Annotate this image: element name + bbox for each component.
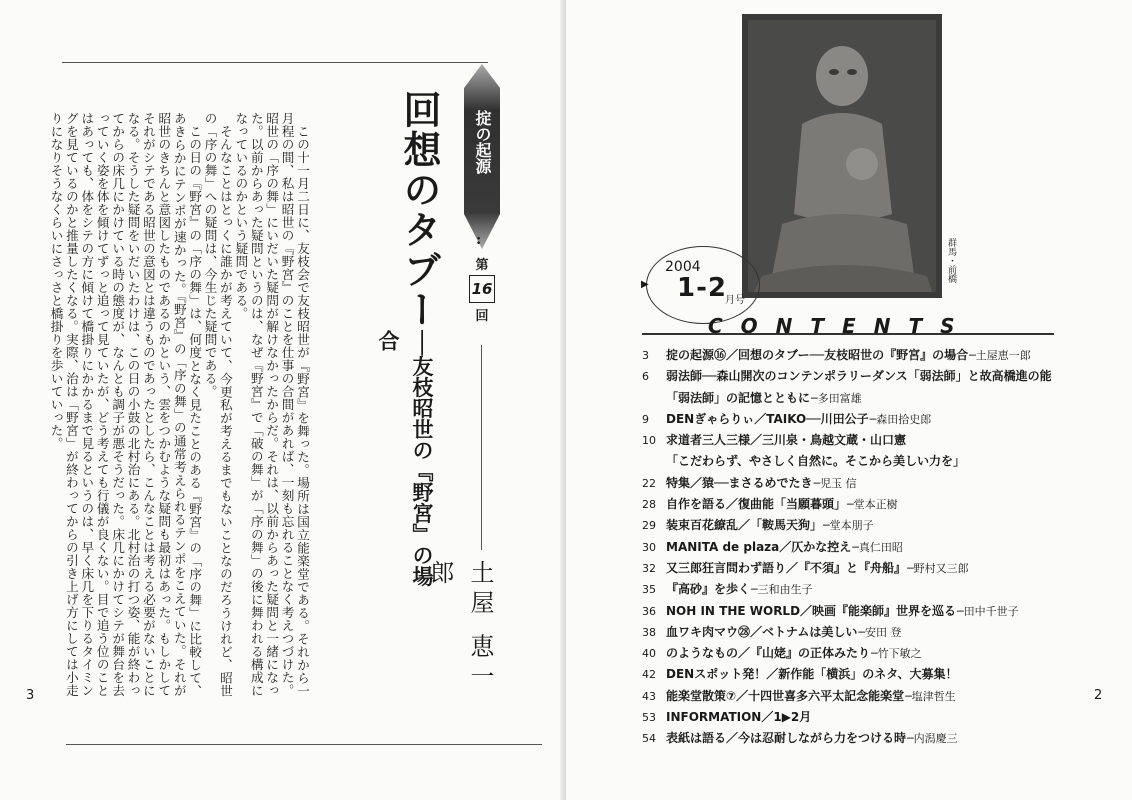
toc-entry[interactable] <box>642 580 1072 601</box>
table-of-contents <box>642 346 1072 751</box>
toc-author: ─安田 登 <box>858 625 902 639</box>
toc-entry[interactable] <box>642 708 1072 729</box>
toc-entry[interactable] <box>642 346 1072 367</box>
toc-entry[interactable] <box>642 516 1072 537</box>
toc-title: 「弱法師」の記憶とともに <box>666 390 811 405</box>
toc-page-number: 28 <box>642 498 656 512</box>
toc-entry[interactable] <box>642 623 1072 644</box>
toc-author: ─三和由生子 <box>751 583 813 597</box>
article-body <box>48 112 310 697</box>
paragraph-1: この十一月二日に、友枝会で友枝昭世が『野宮』を舞った。場所は国立能楽堂である。それから一月程の間、私は昭世の『野宮』のことを仕事の合間があれば、一刻も忘れることなく考えつづけた。昭世の「序の舞」にいだいた疑問が解けなかったからだ。それは、以前からあった疑問と一緒になった。以前からあった疑問というのは、なぜ『野宮』で「破の舞」が「序の舞」の後に舞われる構成になっているのかという疑問である。 <box>233 112 310 697</box>
toc-entry[interactable] <box>642 602 1072 623</box>
toc-entry[interactable] <box>642 665 1072 686</box>
issue-month-suffix: 月号 <box>725 295 745 306</box>
toc-title: 表紙は語る／今は忍耐しながら力をつける時 <box>666 731 907 746</box>
toc-title: 又三郎狂言問わず語り／『不須』と『舟船』 <box>666 560 907 575</box>
toc-author: ─児玉 信 <box>813 476 857 490</box>
toc-author: ─野村又三郎 <box>907 561 969 575</box>
issue-date-badge <box>641 246 760 324</box>
toc-title: 特集／猿──まさるめでたき <box>666 475 813 490</box>
toc-title: 能楽堂散策⑦／十四世喜多六平太記念能楽堂 <box>666 688 905 703</box>
episode-prefix: 第 <box>475 258 489 273</box>
toc-entry[interactable] <box>642 389 1072 410</box>
toc-title: NOH IN THE WORLD／映画『能楽師』世界を巡る <box>666 603 957 618</box>
toc-entry[interactable] <box>642 431 1072 452</box>
contents-rule <box>642 333 1054 335</box>
toc-title: 「こだわらず、やさしく自然に。そこから美しい力を」 <box>666 454 966 469</box>
toc-author: ─塩津哲生 <box>905 689 956 703</box>
toc-author: ─堂本正樹 <box>847 498 898 512</box>
toc-page-number: 35 <box>642 583 656 597</box>
contents-heading: CONTENTS <box>708 314 973 338</box>
toc-entry[interactable] <box>642 538 1072 559</box>
episode-block <box>464 254 500 324</box>
stone-relief-photo <box>742 14 942 298</box>
toc-page-number: 53 <box>642 711 656 725</box>
toc-author: ─田中千世子 <box>957 604 1019 618</box>
toc-entry[interactable] <box>642 495 1072 516</box>
toc-entry[interactable] <box>642 644 1072 665</box>
article-title: 回想のタブー <box>397 90 441 330</box>
toc-title: DENスポット発！／新作能「横浜」のネタ、大募集！ <box>666 667 958 682</box>
toc-title: 『高砂』を歩く <box>666 582 751 597</box>
right-page <box>566 0 1132 800</box>
toc-page-number: 3 <box>642 349 649 362</box>
colon-mark: : <box>476 232 482 248</box>
toc-author: ─内潟慶三 <box>907 732 958 746</box>
toc-title: INFORMATION／1▶2月 <box>666 710 812 725</box>
toc-title: 自作を語る／復曲能「当願暮頭」 <box>666 497 847 512</box>
page-number-right: 2 <box>1094 688 1103 703</box>
toc-page-number: 43 <box>642 689 656 703</box>
toc-entry[interactable] <box>642 452 1072 473</box>
toc-title: 装束百花繚乱／「鞍馬天狗」 <box>666 518 823 533</box>
toc-page-number: 40 <box>642 647 656 661</box>
article-author: 土屋 恵一郎 <box>426 560 494 694</box>
toc-author: ─多田富雄 <box>811 391 862 405</box>
toc-page-number: 36 <box>642 604 656 618</box>
toc-title: 弱法師──森山開次のコンテンポラリーダンス「弱法師」と故高橋進の能 <box>666 369 1052 384</box>
article-subtitle: ──友枝昭世の『野宮』の場合 <box>376 330 434 587</box>
toc-page-number: 30 <box>642 540 656 554</box>
toc-page-number: 9 <box>642 412 649 426</box>
toc-author: ─堂本朋子 <box>823 519 874 533</box>
toc-page-number: 54 <box>642 732 656 746</box>
toc-author: ─土屋恵一郎 <box>969 349 1031 362</box>
issue-year: 2004 <box>665 259 701 275</box>
episode-number: 16 <box>469 275 495 303</box>
toc-entry[interactable] <box>642 410 1072 431</box>
paragraph-3: この日の『野宮』の「序の舞」は、何度となく見たことのある『野宮』の「序の舞」に比較して、あきらかにテンポが速かった。『野宮』の「序の舞」の通常考えられるテンポをこえていた。それが昭世のきちんと意図したものであるのかという、雲をつかむような疑問も最初はあった。もしかしてそれがシテである昭世の意図とは違うものであったとしたら、こんなことは考える必要がないことになる。そうした疑問をいだいたわけは、この日の小鼓の北村治にある。北村治の打つ姿、能が終わってからの床几にかけている時の態度が、なんとも調子が悪そうだった。床几にかけてシテが舞台を去っていく姿を体を傾けてずっと追って見ていたが、どう考えても行儀が良くない。目で追う位のことはあっても、体をシテの方に傾けて橋掛りにかかるまで見るというのは、早く床几を下りるタイミングを見ているのかと推量したくなる。実際、治は「野宮」が終わってからの引き上げ方にしては小走りになりそうなくらいにさっさと橋掛りを歩いていった。 <box>48 112 203 697</box>
toc-entry[interactable] <box>642 687 1072 708</box>
series-label: 掟の起源 <box>473 110 492 174</box>
toc-page-number: 22 <box>642 476 656 490</box>
toc-author: ─竹下敏之 <box>871 647 922 661</box>
toc-page-number: 32 <box>642 561 656 575</box>
toc-entry[interactable] <box>642 474 1072 495</box>
toc-author: ─森田拾史郎 <box>869 412 932 426</box>
toc-title: DENぎゃらりぃ／TAIKO──川田公子 <box>666 411 869 426</box>
bottom-rule <box>66 744 542 745</box>
toc-entry[interactable] <box>642 729 1072 750</box>
episode-suffix: 回 <box>475 309 489 324</box>
toc-entry[interactable] <box>642 367 1072 388</box>
toc-page-number: 6 <box>642 370 649 384</box>
toc-title: のようなもの／『山姥』の正体みたり <box>666 646 871 661</box>
toc-page-number: 10 <box>642 434 656 448</box>
toc-title: 掟の起源⑯／回想のタブー──友枝昭世の『野宮』の場合 <box>666 348 969 362</box>
toc-title: 血ワキ肉マウ㉘／ベトナムは美しい <box>666 624 858 639</box>
top-rule <box>62 62 488 63</box>
title-divider-line <box>481 345 482 550</box>
page-number-left: 3 <box>26 688 35 703</box>
toc-page-number: 29 <box>642 519 656 533</box>
toc-entry[interactable] <box>642 559 1072 580</box>
toc-title: 求道者三人三様／三川泉・鳥越文蔵・山口憲 <box>666 433 907 448</box>
toc-author: ─真仁田昭 <box>852 540 903 554</box>
issue-months: 1-2 <box>677 273 727 303</box>
arrow-right-icon: ▶ <box>641 279 649 290</box>
photo-caption: 群馬・前橋 <box>946 238 956 283</box>
toc-title: MANITA de plaza／仄かな控え <box>666 539 852 554</box>
toc-page-number: 42 <box>642 668 656 682</box>
paragraph-2: そんなことはとっくに誰かが考えていて、今更私が考えるまでもないことなのだろうけれど、昭世の「序の舞」への疑問は、今生じた疑問である。 <box>202 112 233 697</box>
toc-page-number: 38 <box>642 625 656 639</box>
